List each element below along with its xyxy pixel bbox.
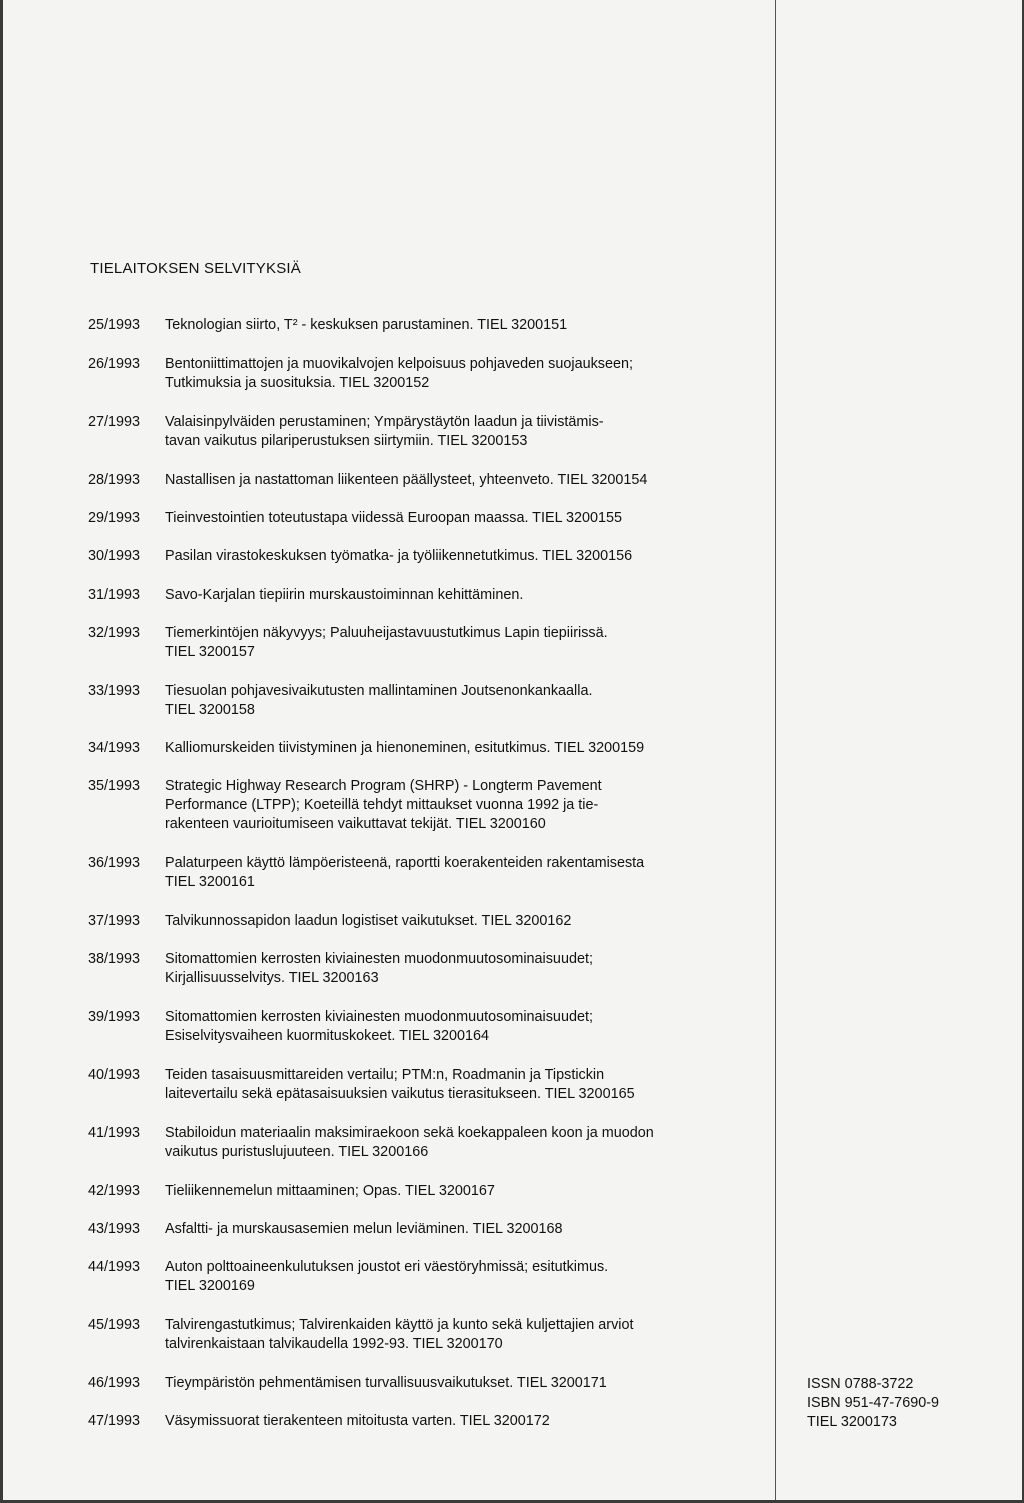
- report-title: [165, 1374, 725, 1393]
- report-title: [165, 1008, 725, 1046]
- report-number: 28/1993: [88, 472, 141, 488]
- report-title-line: Väsymissuorat tierakenteen mitoitusta varten. TIEL 3200172: [165, 1413, 550, 1429]
- report-title-line: TIEL 3200157: [165, 644, 255, 660]
- report-title: [165, 682, 725, 720]
- issn-number: ISSN 0788-3722: [807, 1376, 914, 1392]
- report-number: 31/1993: [88, 587, 141, 603]
- report-title: [165, 1182, 725, 1201]
- document-page: [3, 0, 1022, 1500]
- report-title-line: Bentoniittimattojen ja muovikalvojen kelpoisuus pohjaveden suojaukseen;: [165, 356, 633, 372]
- report-title-line: Nastallisen ja nastattoman liikenteen päällysteet, yhteenveto. TIEL 3200154: [165, 472, 648, 488]
- report-title-line: Tieliikennemelun mittaaminen; Opas. TIEL 3200167: [165, 1183, 495, 1199]
- report-title: [165, 854, 725, 892]
- report-title-line: Savo-Karjalan tiepiirin murskaustoiminnan kehittäminen.: [165, 587, 524, 603]
- report-title-line: Tiesuolan pohjavesivaikutusten mallintaminen Joutsenonkankaalla.: [165, 683, 593, 699]
- report-number: 42/1993: [88, 1183, 141, 1199]
- report-title-line: Teknologian siirto, T² - keskuksen parustaminen. TIEL 3200151: [165, 317, 568, 333]
- report-title-line: rakenteen vaurioitumiseen vaikuttavat tekijät. TIEL 3200160: [165, 816, 546, 832]
- report-title-line: TIEL 3200169: [165, 1278, 255, 1294]
- report-title-line: tavan vaikutus pilariperustuksen siirtymiin. TIEL 3200153: [165, 433, 528, 449]
- report-title-line: Tiemerkintöjen näkyvyys; Paluuheijastavuustutkimus Lapin tiepiirissä.: [165, 625, 608, 641]
- report-title: [165, 1220, 725, 1239]
- report-title-line: Esiselvitysvaiheen kuormituskokeet. TIEL 3200164: [165, 1028, 489, 1044]
- report-title-line: Asfaltti- ja murskausasemien melun leviäminen. TIEL 3200168: [165, 1221, 563, 1237]
- report-title: [165, 1124, 725, 1162]
- report-title: [165, 413, 725, 451]
- report-title: [165, 1412, 725, 1431]
- series-heading: TIELAITOKSEN SELVITYKSIÄ: [90, 260, 301, 277]
- report-title: [165, 950, 725, 988]
- report-number: 30/1993: [88, 548, 141, 564]
- identifier-block: [807, 1375, 939, 1432]
- report-title-line: laitevertailu sekä epätasaisuuksien vaikutus tierasitukseen. TIEL 3200165: [165, 1086, 635, 1102]
- report-number: 34/1993: [88, 740, 141, 756]
- report-title-line: Stabiloidun materiaalin maksimiraekoon sekä koekappaleen koon ja muodon: [165, 1125, 654, 1141]
- report-title: [165, 509, 725, 528]
- report-title-line: vaikutus puristuslujuuteen. TIEL 3200166: [165, 1144, 429, 1160]
- report-title-line: Pasilan virastokeskuksen työmatka- ja työliikennetutkimus. TIEL 3200156: [165, 548, 633, 564]
- column-divider: [775, 0, 776, 1500]
- report-title-line: Kalliomurskeiden tiivistyminen ja hienoneminen, esitutkimus. TIEL 3200159: [165, 740, 645, 756]
- report-title-line: Teiden tasaisuusmittareiden vertailu; PTM:n, Roadmanin ja Tipstickin: [165, 1067, 605, 1083]
- report-title: [165, 777, 725, 834]
- report-title: [165, 1258, 725, 1296]
- report-title: [165, 547, 725, 566]
- report-title-line: Talvirengastutkimus; Talvirenkaiden käyttö ja kunto sekä kuljettajien arviot: [165, 1317, 634, 1333]
- report-number: 26/1993: [88, 356, 141, 372]
- report-title-line: Tutkimuksia ja suosituksia. TIEL 3200152: [165, 375, 430, 391]
- report-number: 33/1993: [88, 683, 141, 699]
- report-title-line: Talvikunnossapidon laadun logistiset vaikutukset. TIEL 3200162: [165, 913, 572, 929]
- report-title: [165, 1316, 725, 1354]
- report-number: 27/1993: [88, 414, 141, 430]
- report-title-line: TIEL 3200158: [165, 702, 255, 718]
- report-title-line: Sitomattomien kerrosten kiviainesten muodonmuutosominaisuudet;: [165, 951, 593, 967]
- report-title-line: Tieympäristön pehmentämisen turvallisuusvaikutukset. TIEL 3200171: [165, 1375, 607, 1391]
- report-title: [165, 739, 725, 758]
- report-title: [165, 624, 725, 662]
- report-title-line: TIEL 3200161: [165, 874, 255, 890]
- report-title: [165, 471, 725, 490]
- isbn-number: ISBN 951-47-7690-9: [807, 1395, 939, 1411]
- report-number: 39/1993: [88, 1009, 141, 1025]
- report-title-line: Strategic Highway Research Program (SHRP) - Longterm Pavement: [165, 778, 602, 794]
- report-number: 43/1993: [88, 1221, 141, 1237]
- report-number: 46/1993: [88, 1375, 141, 1391]
- report-number: 37/1993: [88, 913, 141, 929]
- report-number: 47/1993: [88, 1413, 141, 1429]
- report-title: [165, 586, 725, 605]
- report-number: 40/1993: [88, 1067, 141, 1083]
- report-title-line: Sitomattomien kerrosten kiviainesten muodonmuutosominaisuudet;: [165, 1009, 593, 1025]
- tiel-number: TIEL 3200173: [807, 1414, 897, 1430]
- report-number: 35/1993: [88, 778, 141, 794]
- report-number: 45/1993: [88, 1317, 141, 1333]
- report-number: 29/1993: [88, 510, 141, 526]
- report-title-line: talvirenkaistaan talvikaudella 1992-93. TIEL 3200170: [165, 1336, 503, 1352]
- report-number: 41/1993: [88, 1125, 141, 1141]
- report-number: 32/1993: [88, 625, 141, 641]
- report-title-line: Tieinvestointien toteutustapa viidessä Euroopan maassa. TIEL 3200155: [165, 510, 623, 526]
- report-number: 44/1993: [88, 1259, 141, 1275]
- report-number: 25/1993: [88, 317, 141, 333]
- report-title: [165, 1066, 725, 1104]
- report-title: [165, 912, 725, 931]
- report-number: 36/1993: [88, 855, 141, 871]
- report-title-line: Auton polttoaineenkulutuksen joustot eri väestöryhmissä; esitutkimus.: [165, 1259, 609, 1275]
- report-number: 38/1993: [88, 951, 141, 967]
- report-title-line: Kirjallisuusselvitys. TIEL 3200163: [165, 970, 379, 986]
- report-title: [165, 355, 725, 393]
- report-title-line: Performance (LTPP); Koeteillä tehdyt mittaukset vuonna 1992 ja tie-: [165, 797, 599, 813]
- report-title-line: Palaturpeen käyttö lämpöeristeenä, raportti koerakenteiden rakentamisesta: [165, 855, 645, 871]
- report-title-line: Valaisinpylväiden perustaminen; Ympärystäytön laadun ja tiivistämis-: [165, 414, 604, 430]
- report-title: [165, 316, 725, 335]
